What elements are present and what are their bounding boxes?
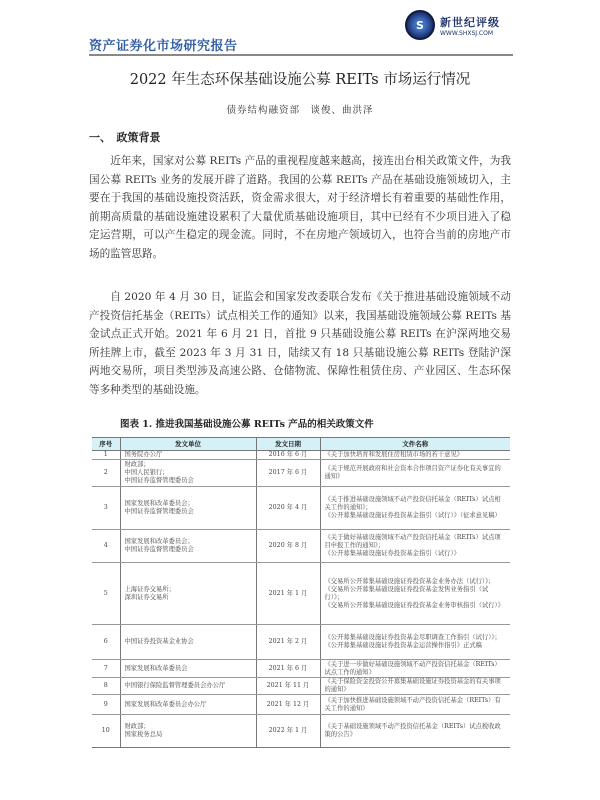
date-cell: 2017 年 6 月 — [256, 460, 320, 487]
row-number: 8 — [92, 678, 120, 695]
column-header: 序号 — [92, 438, 120, 451]
row-number: 2 — [92, 460, 120, 487]
table-row — [92, 678, 510, 695]
issuer-cell: 国家发展和改革委员会 — [120, 660, 256, 678]
header-divider — [89, 54, 513, 56]
date-cell: 2021 年 1 月 — [256, 563, 320, 625]
documents-cell: 《公开募集基础设施证券投资基金尽职调查工作指引（试行）》； 《公开募集基础设施证券投资基金运营操作指引》正式稿 — [320, 625, 510, 660]
date-cell: 2020 年 4 月 — [256, 487, 320, 530]
paragraph: 自 2020 年 4 月 30 日，证监会和国家发改委联合发布《关于推进基础设施领域不动产投资信托基金（REITs）试点相关工作的通知》以来，我国基础设施领域公募 REITs 基金试点正式开始。2021 年 6 月 21 日，首批 9 只基础设施公募 REITs 在沪深两地交易所挂牌上市，截至 2023 年 3 月 31 日，陆续又有 18 只基础设施公募 REITs 登陆沪深两地交易所，项目类型涉及高速公路、仓储物流、保障性租赁住房、产业园区、生态环保等多种类型的基础设施。 — [89, 291, 511, 396]
row-number: 5 — [92, 563, 120, 625]
issuer-cell: 中国证券投资基金业协会 — [120, 625, 256, 660]
documents-cell: 《关于做好基础设施领域不动产投资信托基金（REITs）试点项目申报工作的通知》； 《公开募集基础设施证券投资基金指引（试行）》 — [320, 530, 510, 563]
documents-cell: 《关于加快推进基础设施领域不动产投资信托基金（REITs）有关工作的通知》 — [320, 695, 510, 715]
row-number: 6 — [92, 625, 120, 660]
table-row — [92, 530, 510, 563]
table-row — [92, 715, 510, 748]
policy-table — [92, 437, 510, 748]
section-heading: 一、 政策背景 — [89, 131, 161, 144]
column-header: 文件名称 — [320, 438, 510, 451]
document-title: 2022 年生态环保基础设施公募 REITs 市场运行情况 — [129, 72, 471, 88]
documents-cell: 《关于推进基础设施领域不动产投资信托基金（REITs）试点相关工作的通知》； 《公开募集基础设施证券投资基金指引（试行）》（征求意见稿） — [320, 487, 510, 530]
issuer-cell: 财政部； 国家税务总局 — [120, 715, 256, 748]
logo-mark: S — [416, 18, 424, 32]
date-cell: 2021 年 2 月 — [256, 625, 320, 660]
column-header: 发文日期 — [256, 438, 320, 451]
documents-cell: 《关于基础设施领域不动产投资信托基金（REITs）试点税收政策的公告》 — [320, 715, 510, 748]
table-row — [92, 460, 510, 487]
paragraph: 近年来，国家对公募 REITs 产品的重视程度越来越高，接连出台相关政策文件，为我国公募 REITs 业务的发展开辟了道路。我国的公募 REITs 产品在基础设施领域切入，主要在于我国的基础设施投资活跃，资金需求很大，对于经济增长有着重要的基础性作用，前期高质量的基础设施建设累积了大量优质基础设施项目，其中已经有不少项目进入了稳定运营期，可以产生稳定的现金流。同时，不在房地产领域切入，也符合当前的房地产市场的监管思路。 — [89, 155, 511, 260]
documents-cell: 《关于进一步做好基础设施领域不动产投资信托基金（REITs）试点工作的通知》 — [320, 660, 510, 678]
table-row — [92, 563, 510, 625]
date-cell: 2022 年 1 月 — [256, 715, 320, 748]
company-logo — [405, 10, 500, 40]
documents-cell: 《关于加快培育和发展住房租赁市场的若干意见》 — [320, 451, 510, 460]
documents-cell: 《关于保险资金投资公开募集基础设施证券投资基金的有关事项的通知》 — [320, 678, 510, 695]
issuer-cell: 国家发展和改革委员会； 中国证券监督管理委员会 — [120, 530, 256, 563]
issuer-cell: 国家发展和改革委员会办公厅 — [120, 695, 256, 715]
authors: 债券结构融资部 谈俊、曲洪泽 — [226, 105, 374, 116]
table-caption: 图表 1. 推进我国基础设施公募 REITs 产品的相关政策文件 — [120, 419, 374, 430]
table-row — [92, 451, 510, 460]
date-cell: 2021 年 11 月 — [256, 678, 320, 695]
row-number: 7 — [92, 660, 120, 678]
table-header-row — [92, 438, 510, 451]
logo-url: WWW.SHXSJ.COM — [440, 29, 494, 37]
issuer-cell: 中国银行保险监督管理委员会办公厅 — [120, 678, 256, 695]
table-row — [92, 695, 510, 715]
issuer-cell: 国务院办公厅 — [120, 451, 256, 460]
row-number: 4 — [92, 530, 120, 563]
logo-emblem — [405, 10, 435, 40]
date-cell: 2020 年 8 月 — [256, 530, 320, 563]
date-cell: 2021 年 6 月 — [256, 660, 320, 678]
row-number: 1 — [92, 451, 120, 460]
report-series-title: 资产证券化市场研究报告 — [89, 39, 238, 54]
issuer-cell: 财政部； 中国人民银行； 中国证券监督管理委员会 — [120, 460, 256, 487]
issuer-cell: 上海证券交易所； 深圳证券交易所 — [120, 563, 256, 625]
table-row — [92, 660, 510, 678]
logo-name: 新世纪评级 — [440, 15, 500, 29]
documents-cell: 《交易所公开募集基础设施证券投资基金业务办法（试行）》； 《交易所公开募集基础设施证券投资基金发售业务指引（试行）》； 《交易所公开募集基础设施证券投资基金业务审核指引（试行）》 — [320, 563, 510, 625]
date-cell: 2021 年 12 月 — [256, 695, 320, 715]
column-header: 发文单位 — [120, 438, 256, 451]
date-cell: 2016 年 6 月 — [256, 451, 320, 460]
row-number: 3 — [92, 487, 120, 530]
issuer-cell: 国家发展和改革委员会； 中国证券监督管理委员会 — [120, 487, 256, 530]
row-number: 10 — [92, 715, 120, 748]
row-number: 9 — [92, 695, 120, 715]
table-row — [92, 625, 510, 660]
table-row — [92, 487, 510, 530]
documents-cell: 《关于规范开展政府和社会资本合作项目资产证券化有关事宜的通知》 — [320, 460, 510, 487]
